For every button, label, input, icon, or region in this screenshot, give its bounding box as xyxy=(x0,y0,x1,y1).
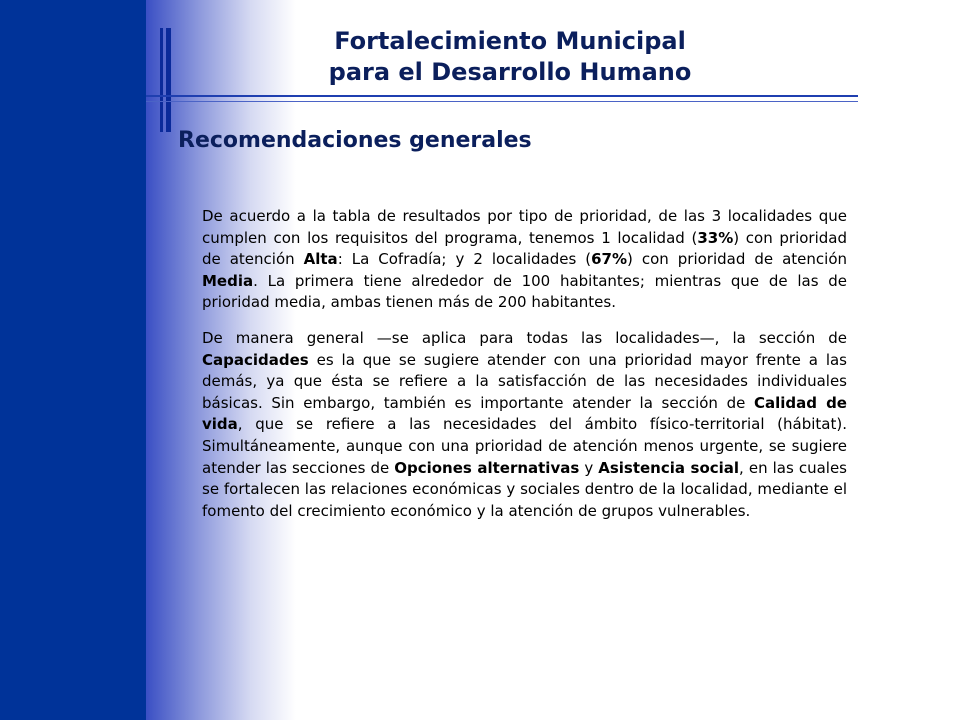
text-run: De manera general —se aplica para todas las localidades—, la sección de xyxy=(202,328,847,347)
paragraph-2 xyxy=(202,328,847,522)
text-run: De acuerdo a la tabla de resultados por tipo de prioridad, de las 3 localidades que cumplen con los requisitos del programa, tenemos 1 localidad ( xyxy=(202,207,847,247)
text-run: , en las cuales se fortalecen las relaciones económicas y sociales dentro de la localidad, mediante el fomento del crecimiento económico y la atención de grupos vulnerables. xyxy=(202,458,847,520)
text-run: , que se refiere a las necesidades del ámbito físico-territorial (hábitat). Simultáneamente, aunque con una prioridad de atención menos urgente, se sugiere atender las secciones de xyxy=(202,415,847,477)
text-run: : La Cofradía; y 2 localidades ( xyxy=(337,250,592,269)
section-heading: Recomendaciones generales xyxy=(178,128,532,153)
text-run: es la que se sugiere atender con una prioridad mayor frente a las demás, ya que ésta se refiere a la satisfacción de las necesidades individuales básicas. Sin embargo, también es importante atender la sección de xyxy=(202,350,847,412)
bold-run: Alta xyxy=(303,250,338,269)
decorative-horizontal-rule xyxy=(146,95,858,97)
text-run: ) con prioridad de atención xyxy=(202,228,848,269)
decorative-vertical-bar xyxy=(166,28,171,132)
title-line-2: para el Desarrollo Humano xyxy=(328,58,692,86)
bold-run: Media xyxy=(202,271,254,290)
decorative-vertical-bar xyxy=(160,28,163,132)
bold-run: Asistencia social xyxy=(598,458,740,477)
paragraph-1 xyxy=(202,206,847,314)
text-run: . La primera tiene alrededor de 100 habitantes; mientras que de las de prioridad media, ambas tienen más de 200 habitantes. xyxy=(202,271,847,312)
bold-run: Capacidades xyxy=(202,350,309,369)
sidebar-band xyxy=(0,0,146,720)
bold-run: 33% xyxy=(697,228,734,247)
text-run: ) con prioridad de atención xyxy=(627,250,848,269)
title-line-1: Fortalecimiento Municipal xyxy=(334,27,686,55)
body-text xyxy=(202,206,847,536)
text-run: y xyxy=(579,458,599,477)
bold-run: Opciones alternativas xyxy=(394,458,580,477)
decorative-horizontal-rule xyxy=(146,101,858,102)
bold-run: 67% xyxy=(591,250,628,269)
page-title xyxy=(200,26,820,88)
bold-run: Calidad de vida xyxy=(202,393,847,434)
